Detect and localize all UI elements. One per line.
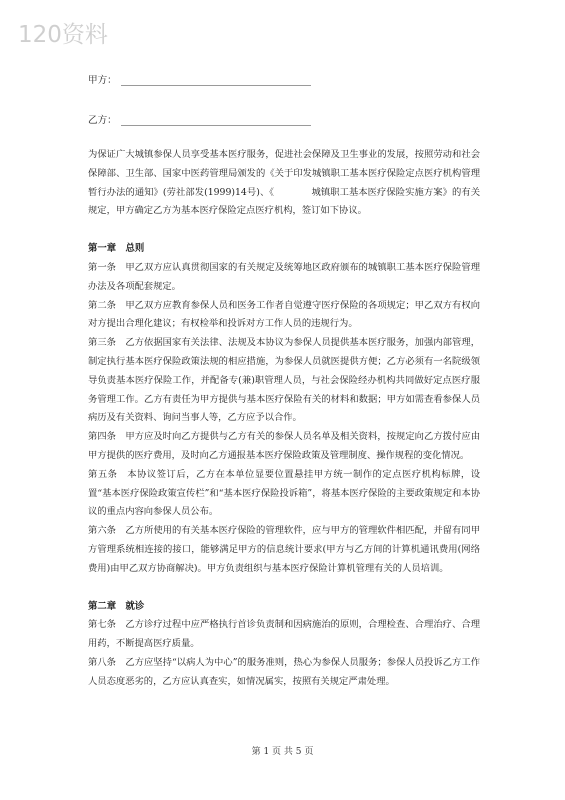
article-2: 第二条 甲乙双方应教育参保人员和医务工作者自觉遵守医疗保险的各项规定；甲乙双方有权向对方提出合理化建议；有权检举和投诉对方工作人员的违规行为。 — [88, 299, 480, 330]
party-a-label: 甲方： — [88, 75, 117, 86]
party-b-label: 乙方： — [88, 115, 117, 126]
article-1: 第一条 甲乙双方应认真贯彻国家的有关规定及统筹地区政府颁布的城镇职工基本医疗保险管理办法及各项配套规定。 — [88, 261, 480, 292]
page-footer: 第 1 页 共 5 页 — [251, 747, 314, 757]
chapter-2-title: 第二章 就诊 — [88, 600, 145, 612]
article-5: 第五条 本协议签订后，乙方在本单位显要位置悬挂甲方统一制作的定点医疗机构标牌，设置“基本医疗保险政策宣传栏”和“基本医疗保险投诉箱”，将基本医疗保险的主要政策规定和本协议的重点内容向参保人员公布。 — [88, 468, 480, 518]
article-3: 第三条 乙方依据国家有关法律、法规及本协议为参保人员提供基本医疗服务，加强内部管理，制定执行基本医疗保险政策法规的相应措施，为参保人员就医提供方便；乙方必须有一名院级领导负责基本医疗保险工作，并配备专(兼)职管理人员，与社会保险经办机构共同做好定点医疗服务管理工作。乙方有责任为甲方提供与基本医疗保险有关的材料和数据；甲方如需查看参保人员病历及有关资料、询问当事人等，乙方应予以合作。 — [88, 337, 480, 424]
article-4: 第四条 甲方应及时向乙方提供与乙方有关的参保人员名单及相关资料，按规定向乙方拨付应由甲方提供的医疗费用，及时向乙方通报基本医疗保险政策及管理制度、操作规程的变化情况。 — [88, 431, 480, 461]
intro-paragraph: 为保证广大城镇参保人员享受基本医疗服务，促进社会保障及卫生事业的发展，按照劳动和社会保障部、卫生部、国家中医药管理局颁发的《关于印发城镇职工基本医疗保险定点医疗机构管理暂行办法的通知》(劳社部发(1999)14号)、《 城镇职工基本医疗保险实施方案》的有关规定，甲方确定乙方为基本医疗保险定点医疗机构，签订如下协议。 — [88, 149, 480, 217]
party-a-line — [121, 76, 311, 86]
chapter-1-title: 第一章 总则 — [88, 243, 145, 255]
party-a-field — [88, 72, 311, 86]
party-b-field — [88, 112, 311, 126]
party-b-line — [121, 116, 311, 126]
article-7: 第七条 乙方诊疗过程中应严格执行首诊负责制和因病施治的原则，合理检查、合理治疗、合理用药，不断提高医疗质量。 — [88, 619, 480, 650]
document-body — [88, 146, 480, 692]
article-6: 第六条 乙方所使用的有关基本医疗保险的管理软件，应与甲方的管理软件相匹配，并留有同甲方管理系统相连接的接口，能够满足甲方的信息统计要求(甲方与乙方间的计算机通讯费用(网络费用)由甲乙双方协商解决)。甲方负责组织与基本医疗保险计算机管理有关的人员培训。 — [88, 525, 480, 574]
article-8: 第八条 乙方应坚持“以病人为中心”的服务准则，热心为参保人员服务；参保人员投诉乙方工作人员态度恶劣的，乙方应认真查实，如情况属实，按照有关规定严肃处理。 — [88, 656, 480, 687]
watermark: 120资料 — [18, 22, 108, 48]
